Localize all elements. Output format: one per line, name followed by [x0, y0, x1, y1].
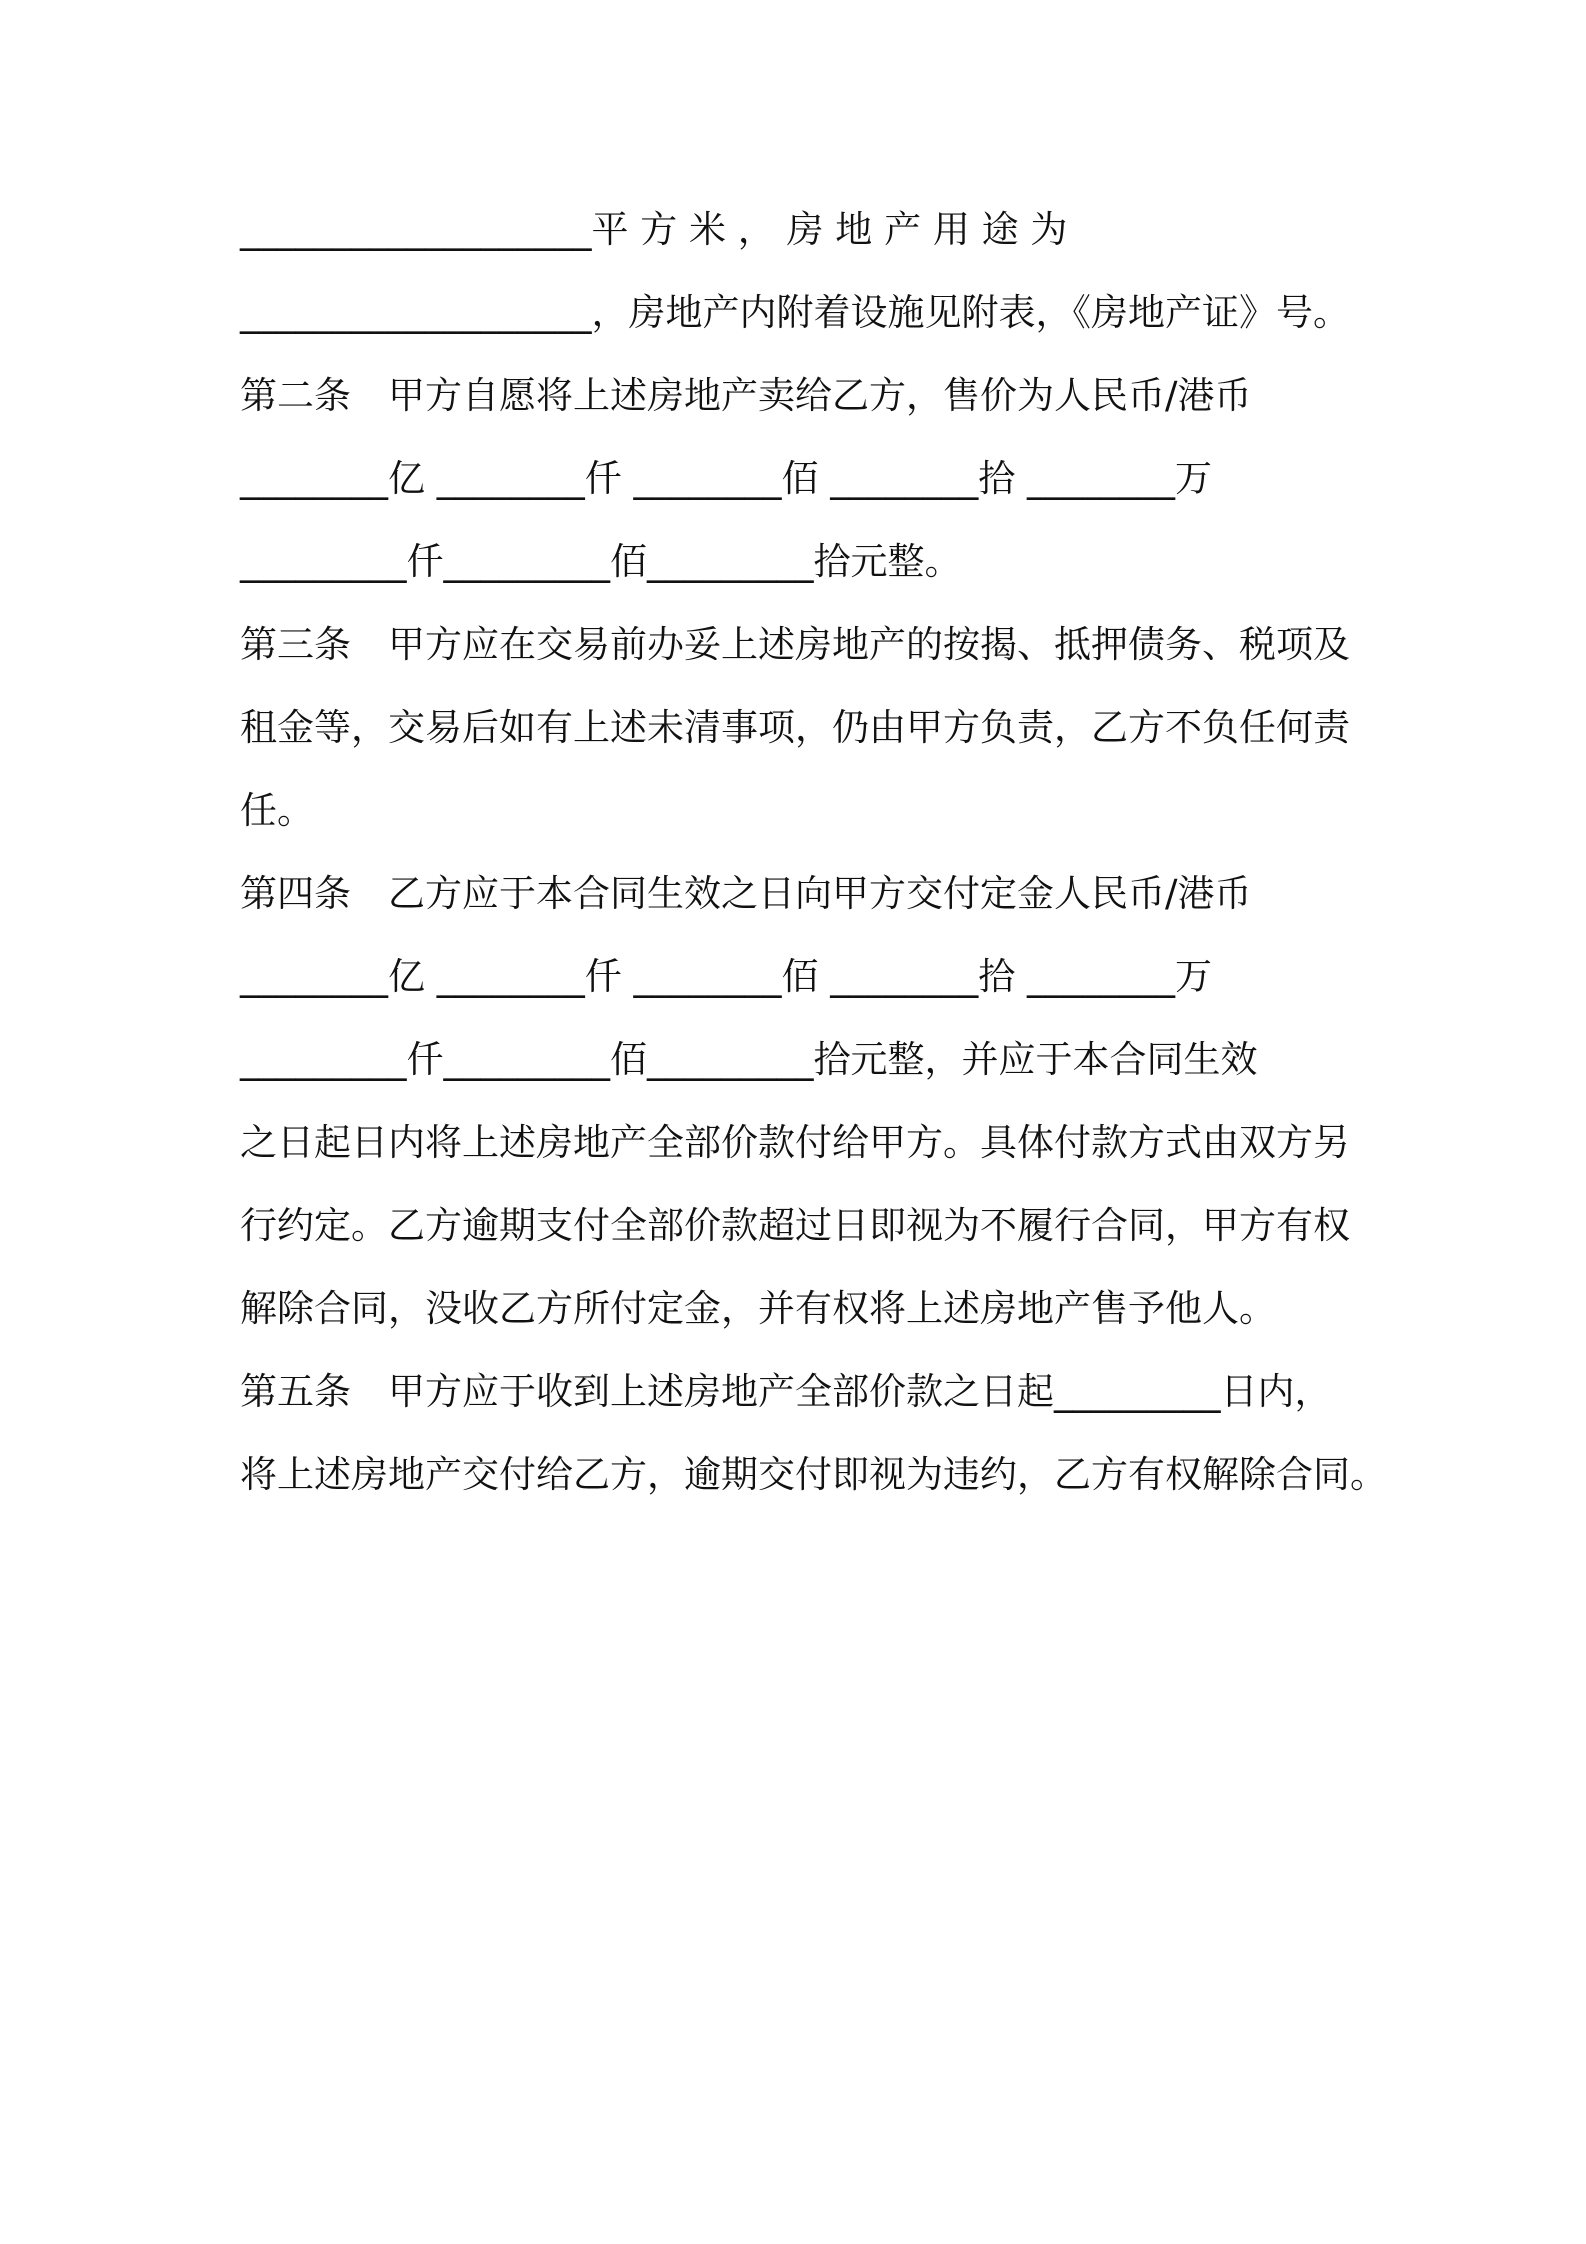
article-5-line-1: 第五条 甲方应于收到上述房地产全部价款之日起_________日内， — [240, 1370, 1332, 1413]
article-3-line-2: 租金等，交易后如有上述未清事项，仍由甲方负责，乙方不负任何责 — [240, 706, 1350, 749]
article-4-line-5: 行约定。乙方逾期支付全部价款超过日即视为不履行合同，甲方有权 — [240, 1204, 1350, 1247]
article-2-line-1: 第二条 甲方自愿将上述房地产卖给乙方，售价为人民币/港币 — [240, 374, 1252, 417]
article-5-line-2: 将上述房地产交付给乙方，逾期交付即视为违约，乙方有权解除合同。 — [240, 1453, 1387, 1496]
text-line-2: ___________________，房地产内附着设施见附表，《房地产证》号。 — [240, 291, 1350, 334]
article-4-line-6: 解除合同，没收乙方所付定金，并有权将上述房地产售予他人。 — [240, 1287, 1276, 1330]
text-line-1: ___________________平 方 米 ， 房 地 产 用 途 为 — [240, 208, 1068, 251]
article-4-line-1: 第四条 乙方应于本合同生效之日向甲方交付定金人民币/港币 — [240, 872, 1252, 915]
article-3-line-1: 第三条 甲方应在交易前办妥上述房地产的按揭、抵押债务、税项及 — [240, 623, 1350, 666]
article-2-amount-line-2: _________仟_________佰_________拾元整。 — [240, 540, 962, 583]
article-3-line-3: 任。 — [240, 789, 314, 832]
article-4-amount-line-1: ________亿 ________仟 ________佰 ________拾 ________万 — [240, 955, 1213, 998]
article-4-amount-line-2: _________仟_________佰_________拾元整，并应于本合同生效 — [240, 1038, 1258, 1081]
article-4-line-4: 之日起日内将上述房地产全部价款付给甲方。具体付款方式由双方另 — [240, 1121, 1350, 1164]
article-2-amount-line-1: ________亿 ________仟 ________佰 ________拾 ________万 — [240, 457, 1213, 500]
